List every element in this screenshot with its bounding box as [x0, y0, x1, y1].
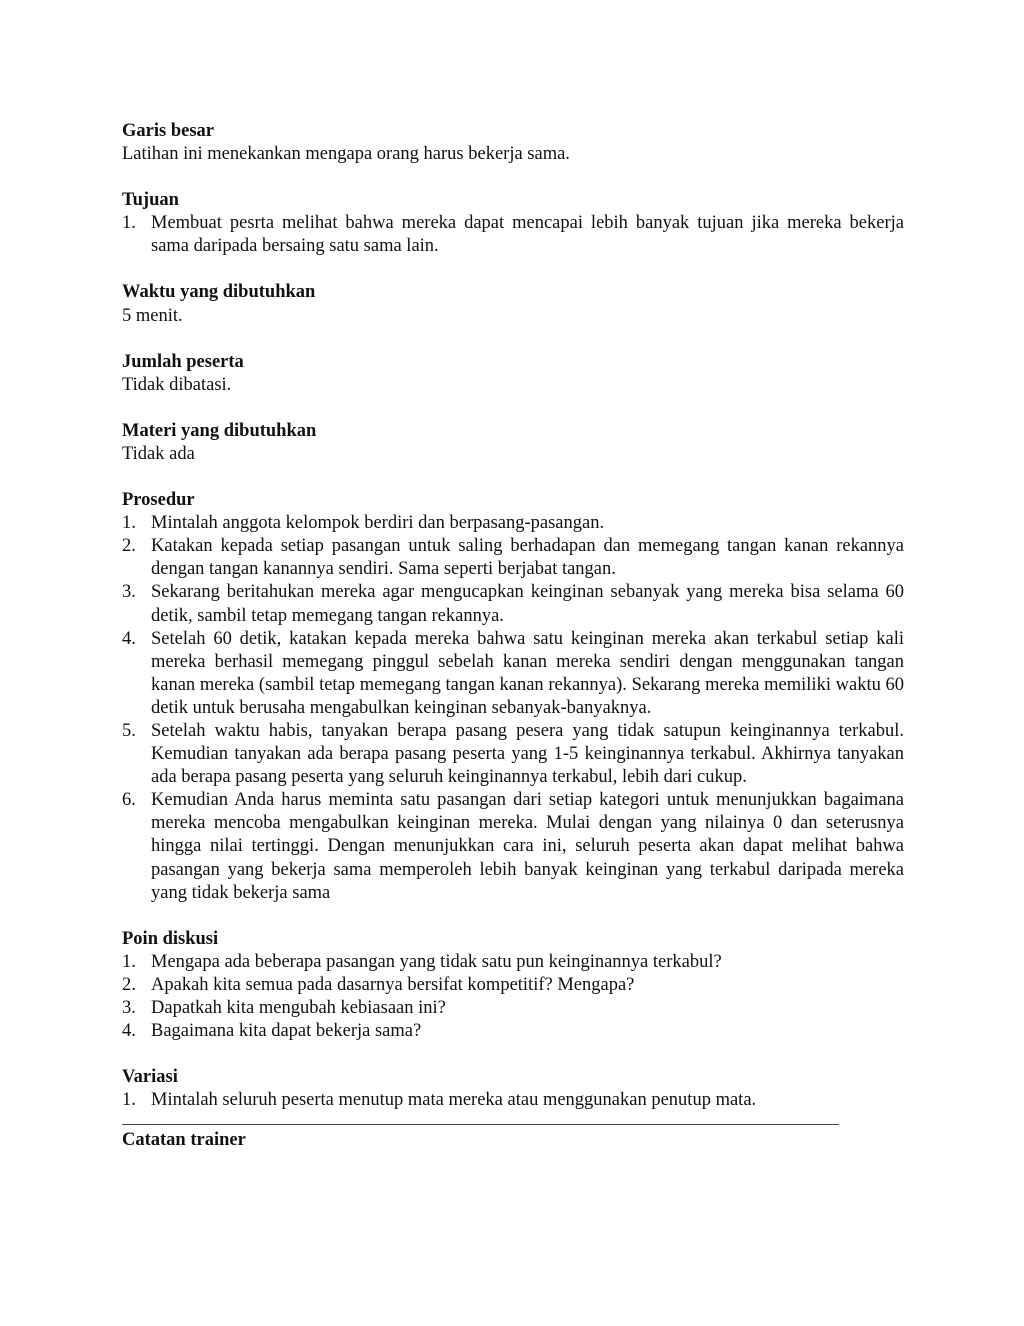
section-text: Tidak ada: [122, 443, 195, 464]
list-item-text: Kemudian Anda harus meminta satu pasangan dari setiap kategori untuk menunjukkan bagaimana mereka mencoba mengabulkan keinginan mereka. Mulai dengan yang nilainya 0 dan seterusnya hingga nilai tertinggi. Dengan menunjukkan cara ini, seluruh peserta akan dapat melihat bahwa pasangan yang bekerja sama memperoleh lebih banyak keinginan yang terkabul daripada mereka yang tidak bekerja sama: [151, 790, 904, 903]
list-number: 3.: [122, 582, 136, 603]
list-item-text: Katakan kepada setiap pasangan untuk saling berhadapan dan memegang tangan kanan rekannya dengan tangan kanannya sendiri. Sama seperti berjabat tangan.: [151, 536, 904, 580]
list-item: [122, 212, 904, 258]
list-number: 4.: [122, 1021, 136, 1042]
section-heading: Catatan trainer: [122, 1130, 246, 1151]
list-item: [122, 1020, 904, 1043]
horizontal-rule: [122, 1112, 839, 1125]
list-number: 2.: [122, 536, 136, 557]
section-jumlah-peserta: [122, 351, 904, 397]
list-number: 3.: [122, 998, 136, 1018]
list-item: [122, 997, 904, 1020]
section-heading: Garis besar: [122, 121, 214, 141]
list-item-text: Mintalah anggota kelompok berdiri dan berpasang-pasangan.: [151, 513, 605, 534]
list-item-text: Mengapa ada beberapa pasangan yang tidak satu pun keinginannya terkabul?: [151, 951, 722, 972]
list-item-text: Bagaimana kita dapat bekerja sama?: [151, 1021, 422, 1042]
list-item: [122, 628, 904, 720]
section-prosedur: [122, 489, 904, 905]
section-waktu: [122, 281, 904, 327]
section-heading: Prosedur: [122, 490, 195, 511]
list-item: [122, 951, 904, 974]
section-variasi: [122, 1066, 904, 1112]
section-heading: Materi yang dibutuhkan: [122, 420, 317, 441]
list-item: [122, 1089, 904, 1112]
list-item: [122, 974, 904, 997]
list-item: [122, 789, 904, 904]
list-item-text: Membuat pesrta melihat bahwa mereka dapat mencapai lebih banyak tujuan jika mereka bekerja sama daripada bersaing satu sama lain.: [151, 213, 904, 257]
list-item-text: Setelah 60 detik, katakan kepada mereka bahwa satu keinginan mereka akan terkabul setiap kali mereka berhasil memegang pinggul sebelah kanan mereka sendiri dengan menggunakan tangan kanan mereka (sambil tetap memegang tangan kanan rekannya). Sekarang mereka memiliki waktu 60 detik untuk berusaha mengabulkan keinginan sebanyak-banyaknya.: [151, 628, 904, 718]
list-number: 6.: [122, 790, 136, 811]
section-heading: Variasi: [122, 1067, 178, 1088]
list-number: 1.: [122, 213, 136, 234]
section-heading: Tujuan: [122, 190, 179, 211]
section-poin-diskusi: [122, 928, 904, 1043]
section-catatan-trainer: [122, 1129, 904, 1152]
numbered-list: [122, 212, 904, 258]
list-item-text: Sekarang beritahukan mereka agar mengucapkan keinginan sebanyak yang mereka bisa selama 60 detik, sambil tetap memegang tangan rekannya.: [151, 582, 904, 626]
section-text: 5 menit.: [122, 305, 183, 326]
section-text: Latihan ini menekankan mengapa orang harus bekerja sama.: [122, 144, 570, 165]
numbered-list: [122, 512, 904, 905]
list-item-text: Mintalah seluruh peserta menutup mata mereka atau menggunakan penutup mata.: [151, 1090, 757, 1111]
list-item: [122, 581, 904, 627]
list-item: [122, 535, 904, 581]
section-text: Tidak dibatasi.: [122, 374, 232, 395]
list-item-text: Setelah waktu habis, tanyakan berapa pasang pesera yang tidak satupun keinginannya terkabul. Kemudian tanyakan ada berapa pasang peserta yang 1-5 keinginannya terkabul. Akhirnya tanyakan ada berapa pasang peserta yang seluruh keinginannya terkabul, lebih dari cukup.: [151, 720, 904, 788]
list-number: 4.: [122, 628, 136, 649]
list-number: 1.: [122, 1090, 136, 1111]
section-heading: Waktu yang dibutuhkan: [122, 282, 316, 303]
section-materi: [122, 420, 904, 466]
list-item-text: Dapatkah kita mengubah kebiasaan ini?: [151, 998, 446, 1018]
list-number: 5.: [122, 720, 136, 741]
numbered-list: [122, 1089, 904, 1112]
list-number: 1.: [122, 513, 136, 534]
section-heading: Jumlah peserta: [122, 351, 244, 372]
section-tujuan: [122, 189, 904, 258]
section-garis-besar: [122, 120, 904, 166]
numbered-list: [122, 951, 904, 1043]
section-heading: Poin diskusi: [122, 928, 219, 949]
document-page: [122, 120, 904, 1152]
list-number: 2.: [122, 974, 136, 995]
list-item: [122, 512, 904, 535]
list-item-text: Apakah kita semua pada dasarnya bersifat kompetitif? Mengapa?: [151, 974, 635, 995]
list-item: [122, 720, 904, 789]
list-number: 1.: [122, 951, 136, 972]
